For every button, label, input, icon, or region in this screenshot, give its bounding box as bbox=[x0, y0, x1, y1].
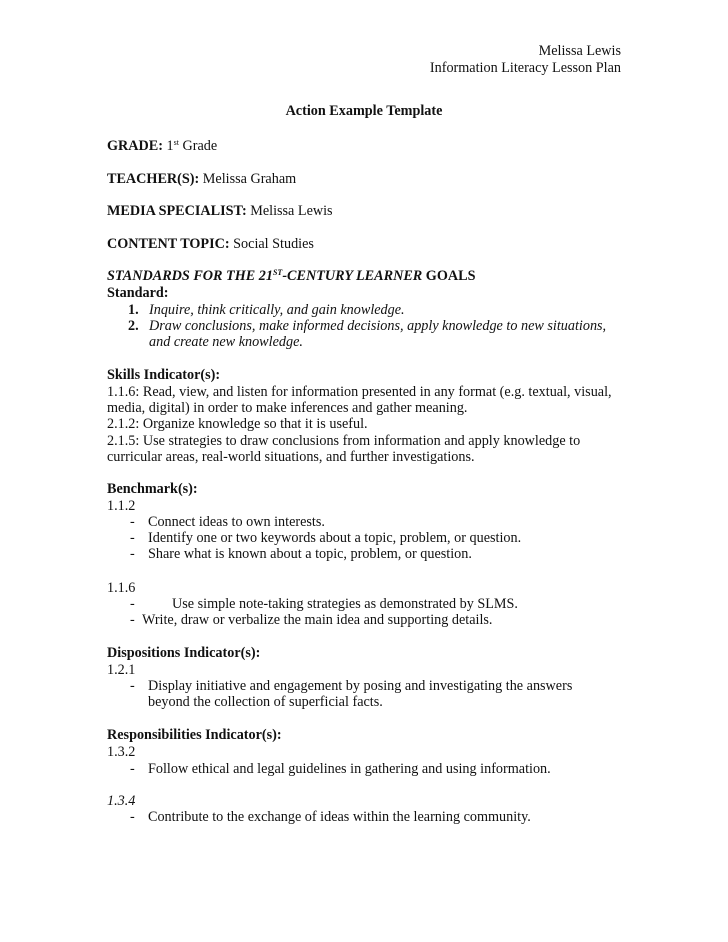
teachers-line bbox=[107, 171, 296, 188]
benchmark-item: - Connect ideas to own interests. bbox=[130, 514, 325, 530]
benchmark-code: 1.1.6 bbox=[107, 580, 136, 596]
responsibilities-code: 1.3.2 bbox=[107, 744, 136, 760]
skills-line: media, digital) in order to make inferences and gather meaning. bbox=[107, 400, 468, 416]
responsibilities-code-2: 1.3.4 bbox=[107, 793, 136, 809]
template-title: Action Example Template bbox=[285, 103, 443, 119]
skills-line: 2.1.5: Use strategies to draw conclusions from information and apply knowledge to bbox=[107, 433, 581, 449]
media-specialist-label: MEDIA SPECIALIST: bbox=[107, 203, 247, 219]
dispositions-code: 1.2.1 bbox=[107, 662, 136, 678]
header-doc-title: Information Literacy Lesson Plan bbox=[429, 60, 621, 76]
skills-line: 2.1.2: Organize knowledge so that it is useful. bbox=[107, 416, 368, 432]
grade-value: 1st Grade bbox=[166, 138, 218, 154]
standard-item-2-cont: and create new knowledge. bbox=[149, 334, 303, 350]
benchmark-code: 1.1.2 bbox=[107, 498, 136, 514]
standard-item-1: 1. Inquire, think critically, and gain knowledge. bbox=[128, 302, 405, 318]
content-topic-value: Social Studies bbox=[233, 236, 314, 252]
teachers-label: TEACHER(S): bbox=[107, 171, 200, 187]
responsibilities-item: - Follow ethical and legal guidelines in gathering and using information. bbox=[130, 761, 551, 777]
grade-line bbox=[107, 138, 217, 155]
benchmark-item: - Write, draw or verbalize the main idea and supporting details. bbox=[130, 612, 493, 628]
benchmarks-label: Benchmark(s): bbox=[107, 481, 198, 497]
media-specialist-line bbox=[107, 203, 333, 220]
skills-line: curricular areas, real-world situations, and further investigations. bbox=[107, 449, 475, 465]
grade-label: GRADE: bbox=[107, 138, 163, 154]
skills-line: 1.1.6: Read, view, and listen for information presented in any format (e.g. textual, visual, bbox=[107, 384, 612, 400]
skills-label: Skills Indicator(s): bbox=[107, 367, 221, 383]
header-author: Melissa Lewis bbox=[538, 43, 621, 59]
dispositions-item-cont: beyond the collection of superficial facts. bbox=[148, 694, 383, 710]
standard-item-2: 2. Draw conclusions, make informed decisions, apply knowledge to new situations, bbox=[128, 318, 607, 334]
dispositions-item: - Display initiative and engagement by posing and investigating the answers bbox=[130, 678, 573, 694]
benchmark-item: - Share what is known about a topic, problem, or question. bbox=[130, 546, 472, 562]
standard-label: Standard: bbox=[107, 285, 169, 301]
content-topic-line bbox=[107, 236, 314, 253]
responsibilities-item-2: - Contribute to the exchange of ideas within the learning community. bbox=[130, 809, 531, 825]
teachers-value: Melissa Graham bbox=[202, 171, 297, 187]
media-specialist-value: Melissa Lewis bbox=[250, 203, 333, 219]
benchmark-item: - Identify one or two keywords about a topic, problem, or question. bbox=[130, 530, 522, 546]
dispositions-label: Dispositions Indicator(s): bbox=[107, 645, 261, 661]
standards-heading: STANDARDS FOR THE 21ST-CENTURY LEARNER GOALS bbox=[107, 268, 476, 284]
content-topic-label: CONTENT TOPIC: bbox=[107, 236, 230, 252]
responsibilities-label: Responsibilities Indicator(s): bbox=[107, 727, 282, 743]
benchmark-item: - Use simple note-taking strategies as demonstrated by SLMS. bbox=[130, 596, 518, 612]
